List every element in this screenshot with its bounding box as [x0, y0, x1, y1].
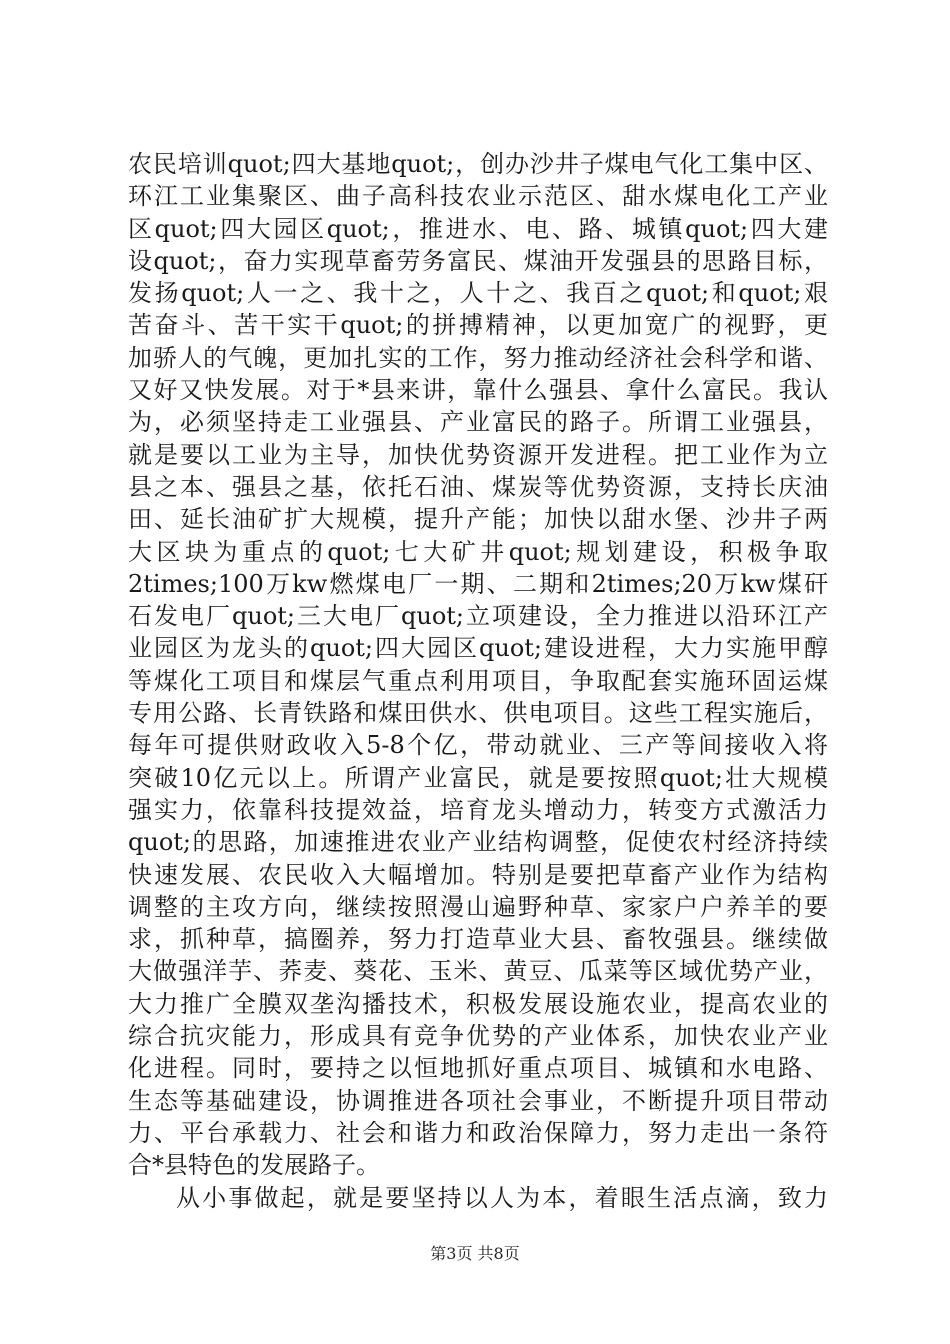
- text-line: 为，必须坚持走工业强县、产业富民的路子。所谓工业强县，: [128, 408, 828, 437]
- text-line: 每年可提供财政收入5-8个亿，带动就业、三产等间接收入将: [128, 731, 828, 760]
- text-line: 设quot;，奋力实现草畜劳务富民、煤油开发强县的思路目标，: [128, 246, 828, 275]
- text-line: 区quot;四大园区quot;，推进水、电、路、城镇quot;四大建: [128, 214, 828, 243]
- text-line: 力、平台承载力、社会和谐力和政治保障力，努力走出一条符: [128, 1118, 828, 1147]
- text-line: 县之本、强县之基，依托石油、煤炭等优势资源，支持长庆油: [128, 472, 828, 501]
- text-line: 2times;100万kw燃煤电厂一期、二期和2times;20万kw煤矸: [128, 569, 828, 598]
- text-line: 求，抓种草，搞圈养，努力打造草业大县、畜牧强县。继续做: [128, 925, 828, 954]
- text-line: 化进程。同时，要持之以恒地抓好重点项目、城镇和水电路、: [128, 1054, 828, 1083]
- document-body: [128, 148, 828, 1214]
- text-line: 大区块为重点的quot;七大矿井quot;规划建设，积极争取: [128, 537, 828, 566]
- text-line: 苦奋斗、苦干实干quot;的拼搏精神，以更加宽广的视野，更: [128, 311, 828, 340]
- text-line: 生态等基础建设，协调推进各项社会事业，不断提升项目带动: [128, 1086, 828, 1115]
- text-line: 发扬quot;人一之、我十之，人十之、我百之quot;和quot;艰: [128, 279, 828, 308]
- text-line: quot;的思路，加速推进农业产业结构调整，促使农村经济持续: [128, 828, 828, 857]
- text-line: 业园区为龙头的quot;四大园区quot;建设进程，大力实施甲醇: [128, 634, 828, 663]
- text-line: 大做强洋芋、荞麦、葵花、玉米、黄豆、瓜菜等区域优势产业，: [128, 957, 828, 986]
- text-line: 突破10亿元以上。所谓产业富民，就是要按照quot;壮大规模: [128, 763, 828, 792]
- text-line: 等煤化工项目和煤层气重点利用项目，争取配套实施环固运煤: [128, 666, 828, 695]
- page-number: 第3页 共8页: [430, 1244, 520, 1263]
- text-line: 环江工业集聚区、曲子高科技农业示范区、甜水煤电化工产业: [128, 182, 828, 211]
- text-line: 强实力，依靠科技提效益，培育龙头增动力，转变方式激活力: [128, 795, 828, 824]
- text-line: 就是要以工业为主导，加快优势资源开发进程。把工业作为立: [128, 440, 828, 469]
- text-line: 农民培训quot;四大基地quot;，创办沙井子煤电气化工集中区、: [128, 150, 828, 178]
- text-line: 专用公路、长青铁路和煤田供水、供电项目。这些工程实施后，: [128, 699, 828, 728]
- paragraph-start-line: 从小事做起，就是要坚持以人为本，着眼生活点滴，致力: [176, 1183, 828, 1212]
- text-line: 又好又快发展。对于*县来讲，靠什么强县、拿什么富民。我认: [128, 376, 828, 405]
- text-line: 加骄人的气魄，更加扎实的工作，努力推动经济社会科学和谐、: [128, 343, 828, 372]
- text-line: 石发电厂quot;三大电厂quot;立项建设，全力推进以沿环江产: [128, 602, 828, 631]
- text-line: 大力推广全膜双垄沟播技术，积极发展设施农业，提高农业的: [128, 989, 828, 1018]
- text-line: 快速发展、农民收入大幅增加。特别是要把草畜产业作为结构: [128, 860, 828, 889]
- text-line: 综合抗灾能力，形成具有竞争优势的产业体系，加快农业产业: [128, 1022, 828, 1051]
- text-line: 田、延长油矿扩大规模，提升产能；加快以甜水堡、沙井子两: [128, 505, 828, 534]
- paragraph-end-line: 合*县特色的发展路子。: [128, 1151, 380, 1180]
- text-line: 调整的主攻方向，继续按照漫山遍野种草、家家户户养羊的要: [128, 892, 828, 921]
